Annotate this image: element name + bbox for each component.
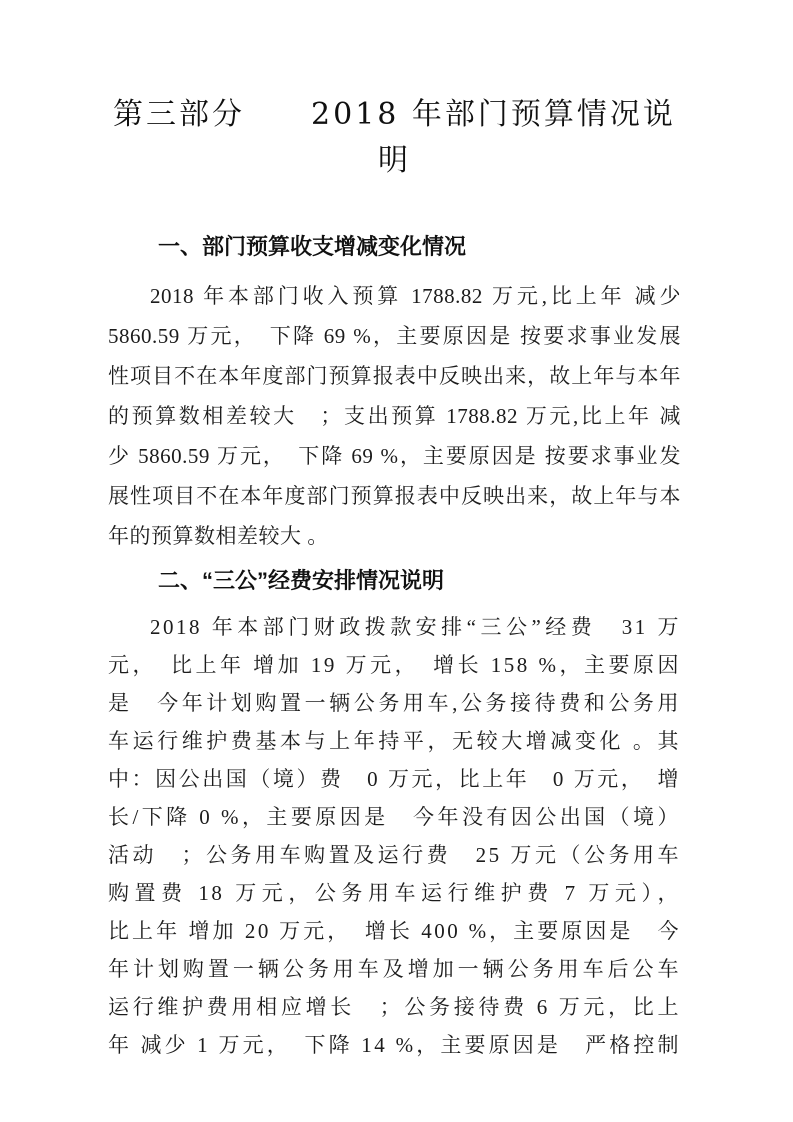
body-line: 中：因公出国（境）费 0 万元，比上年 0 万元， 增	[108, 767, 681, 791]
body-line: 是 今年计划购置一辆公务用车,公务接待费和公务用	[108, 691, 681, 715]
body-line: 少 5860.59 万元， 下降 69 %，主要原因是 按要求事业发	[108, 444, 681, 468]
body-line: 比上年 增加 20 万元， 增长 400 %，主要原因是 今	[108, 919, 681, 943]
section-heading-three-public-funds: 二、“三公”经费安排情况说明	[158, 568, 445, 593]
body-line: 性项目不在本年度部门预算报表中反映出来，故上年与本年	[108, 364, 681, 388]
body-line: 活动 ；公务用车购置及运行费 25 万元（公务用车	[108, 843, 681, 867]
section-heading-budget-changes: 一、部门预算收支增减变化情况	[158, 234, 467, 259]
paragraph-budget-changes	[108, 276, 681, 556]
body-line: 年计划购置一辆公务用车及增加一辆公务用车后公车	[108, 957, 681, 981]
body-line: 年的预算数相差较大 。	[108, 524, 329, 548]
body-line: 购置费 18 万元，公务用车运行维护费 7 万元），	[108, 881, 681, 905]
body-line: 运行维护费用相应增长 ；公务接待费 6 万元，比上	[108, 995, 681, 1019]
body-line: 车运行维护费基本与上年持平，无较大增减变化 。其	[108, 729, 681, 753]
body-line: 展性项目不在本年度部门预算报表中反映出来，故上年与本	[108, 484, 681, 508]
body-line: 元， 比上年 增加 19 万元， 增长 158 %，主要原因	[108, 653, 681, 677]
body-line: 2018 年本部门收入预算 1788.82 万元,比上年 减少	[150, 284, 681, 308]
paragraph-three-public-funds	[108, 608, 681, 1064]
body-line: 的预算数相差较大 ；支出预算 1788.82 万元,比上年 减	[108, 404, 681, 428]
body-line: 5860.59 万元， 下降 69 %，主要原因是 按要求事业发展	[108, 324, 681, 348]
body-line: 长/下降 0 %，主要原因是 今年没有因公出国（境）	[108, 805, 681, 829]
body-line: 2018 年本部门财政拨款安排“三公”经费 31 万	[150, 615, 681, 639]
document-title-text: 第三部分 2018 年部门预算情况说明	[113, 97, 676, 178]
document-title	[108, 92, 681, 184]
body-line: 年 减少 1 万元， 下降 14 %，主要原因是 严格控制	[108, 1033, 681, 1057]
